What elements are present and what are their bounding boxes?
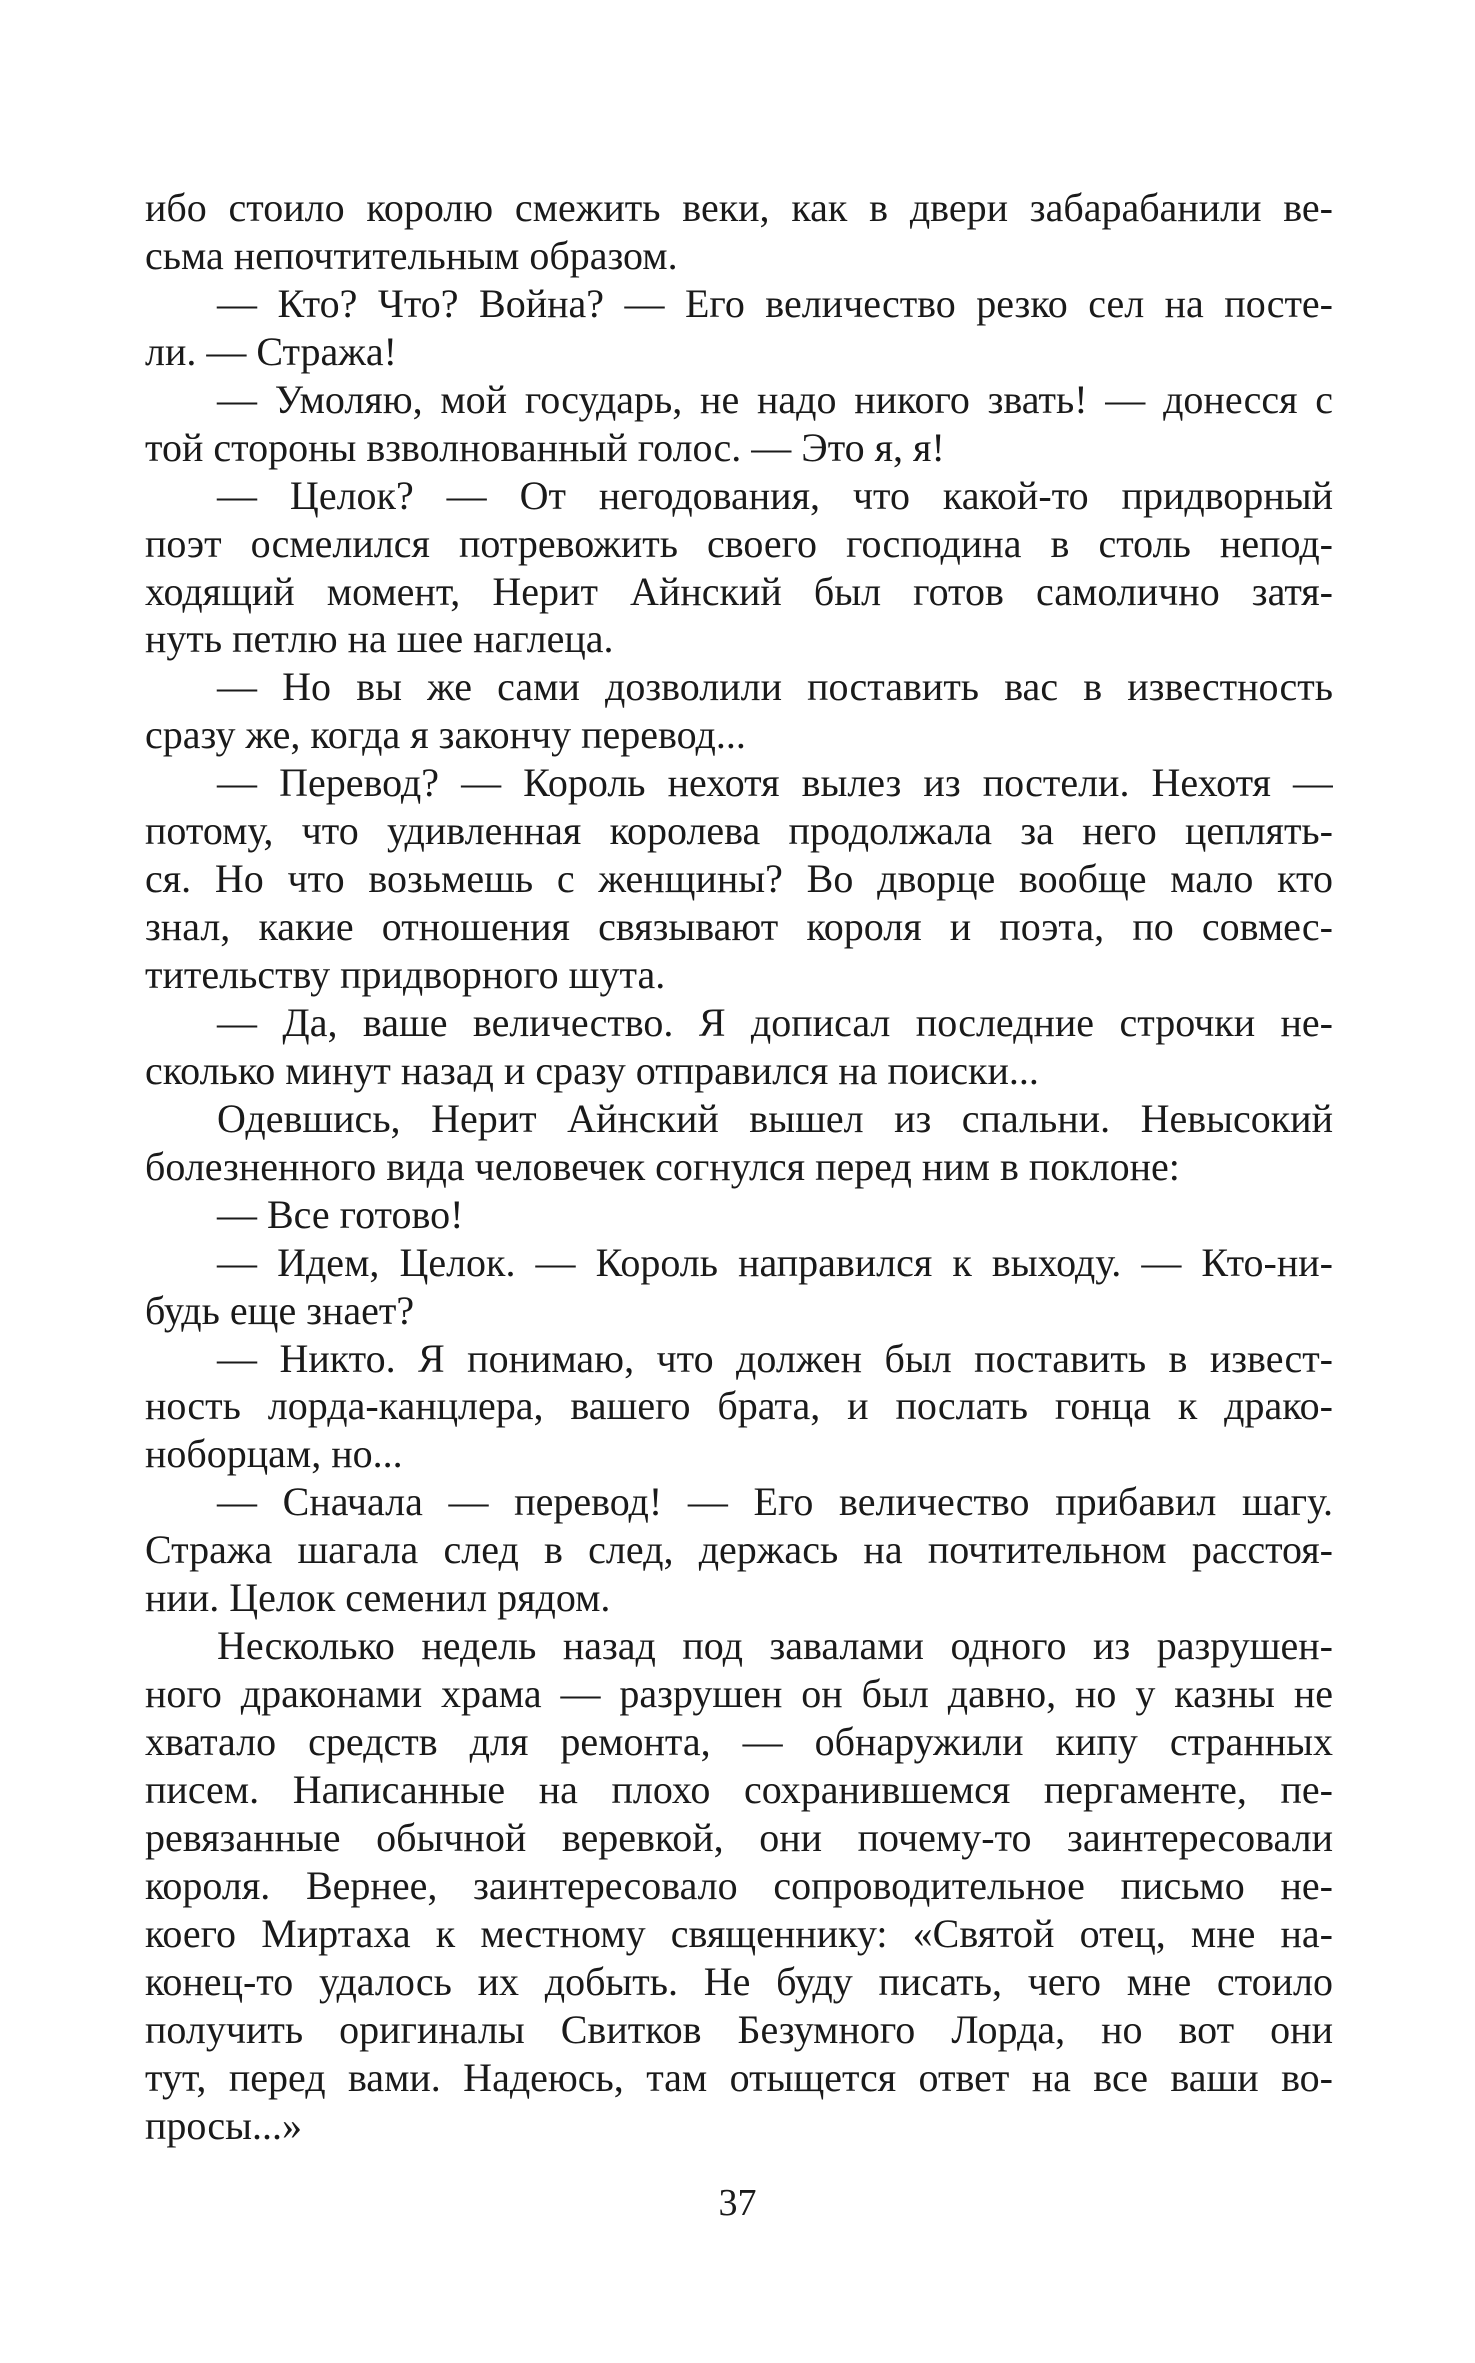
text-line: коего Миртаха к местному священнику: «Святой отец, мне на- xyxy=(145,1910,1333,1956)
text-line: ходящий момент, Нерит Айнский был готов самолично затя- xyxy=(145,568,1333,614)
text-line: той стороны взволнованный голос. — Это я, я! xyxy=(145,424,945,470)
text-line: — Целок? — От негодования, что какой-то придворный xyxy=(217,472,1333,518)
text-line: Несколько недель назад под завалами одного из разрушен- xyxy=(217,1623,1333,1669)
text-line: — Идем, Целок. — Король направился к выходу. — Кто-ни- xyxy=(217,1239,1333,1285)
text-line: ли. — Стража! xyxy=(145,328,397,374)
text-line: Одевшись, Нерит Айнский вышел из спальни. Невысокий xyxy=(217,1095,1333,1141)
text-line: ность лорда-канцлера, вашего брата, и послать гонца к драко- xyxy=(145,1383,1333,1429)
text-line: — Перевод? — Король нехотя вылез из постели. Нехотя — xyxy=(217,760,1333,806)
text-line: поэт осмелился потревожить своего господина в столь непод- xyxy=(145,520,1333,566)
text-line: получить оригиналы Свитков Безумного Лорда, но вот они xyxy=(145,2006,1333,2052)
text-line: нуть петлю на шее наглеца. xyxy=(145,616,614,662)
text-line: — Никто. Я понимаю, что должен был поставить в извест- xyxy=(217,1335,1333,1381)
text-line: конец-то удалось их добыть. Не буду писать, чего мне стоило xyxy=(145,1958,1333,2004)
text-line: сразу же, когда я закончу перевод... xyxy=(145,712,746,758)
text-line: — Но вы же сами дозволили поставить вас в известность xyxy=(217,664,1333,710)
text-line: нии. Целок семенил рядом. xyxy=(145,1575,611,1621)
text-line: ся. Но что возьмешь с женщины? Во дворце вообще мало кто xyxy=(145,856,1333,902)
text-line: ибо стоило королю смежить веки, как в двери забарабанили ве- xyxy=(145,185,1333,230)
text-line: сьма непочтительным образом. xyxy=(145,232,678,278)
text-line: тут, перед вами. Надеюсь, там отыщется ответ на все ваши во- xyxy=(145,2054,1333,2100)
text-line: тительству придворного шута. xyxy=(145,952,666,997)
text-line: сколько минут назад и сразу отправился на поиски... xyxy=(145,1047,1039,1093)
text-line: ного драконами храма — разрушен он был давно, но у казны не xyxy=(145,1671,1333,1717)
text-line: болезненного вида человечек согнулся перед ним в поклоне: xyxy=(145,1143,1180,1189)
text-line: просы...» xyxy=(145,2102,303,2148)
text-line: знал, какие отношения связывают короля и поэта, по совмес- xyxy=(145,904,1333,950)
text-line: короля. Вернее, заинтересовало сопроводительное письмо не- xyxy=(145,1862,1333,1908)
text-line: — Все готово! xyxy=(217,1191,464,1237)
text-line: ревязанные обычной веревкой, они почему-то заинтересовали xyxy=(145,1814,1333,1860)
text-line: Стража шагала след в след, держась на почтительном расстоя- xyxy=(145,1527,1333,1573)
page-number: 37 xyxy=(718,2182,757,2224)
body-text xyxy=(145,184,1333,2149)
text-line: — Умоляю, мой государь, не надо никого звать! — донесся с xyxy=(217,376,1333,422)
text-line: — Да, ваше величество. Я дописал последние строчки не- xyxy=(217,999,1333,1045)
text-line: — Сначала — перевод! — Его величество прибавил шагу. xyxy=(217,1479,1333,1525)
text-line: хватало средств для ремонта, — обнаружили кипу странных xyxy=(145,1719,1333,1764)
text-line: — Кто? Что? Война? — Его величество резко сел на посте- xyxy=(217,280,1333,326)
text-line: писем. Написанные на плохо сохранившемся пергаменте, пе- xyxy=(145,1766,1333,1812)
text-line: будь еще знает? xyxy=(145,1287,415,1333)
text-line: ноборцам, но... xyxy=(145,1431,403,1477)
text-line: потому, что удивленная королева продолжала за него цеплять- xyxy=(145,808,1333,854)
